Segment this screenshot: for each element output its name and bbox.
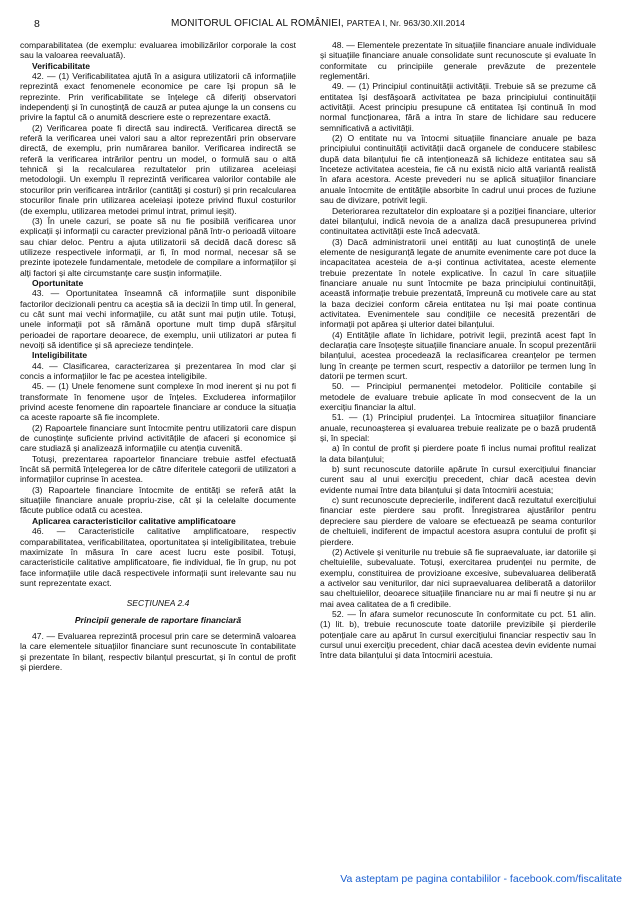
paragraph: (3) Rapoartele financiare întocmite de entități se referă atât la situațiile financiare anuale propriu-zise, cât și la celelalte documente făcute publice odată cu acestea. xyxy=(20,484,296,516)
paragraph: (3) Dacă administratorii unei entități au luat cunoștință de unele elemente de nesiguranță legate de anumite evenimente care pot duce la incapacitatea acesteia de a-și continua activitatea, aceste elemente trebuie prezentate în notele explicative. În cazul în care situațiile financiare anuale nu sunt întocmite pe baza principiului continuității, această informație trebuie prezentată, împreună cu motivele care au stat la baza deciziei conform căreia entitatea nu își mai poate continua activitatea. Evenimentele sau condițiile ce necesită prezentări de informații pot apărea și ulterior datei bilanțului. xyxy=(320,236,596,330)
left-column xyxy=(20,40,296,672)
publication-title-main: MONITORUL OFICIAL AL ROMÂNIEI, xyxy=(170,18,347,29)
section-number: SECȚIUNEA 2.4 xyxy=(126,598,190,609)
paragraph: (2) Activele și veniturile nu trebuie să fie supraevaluate, iar datoriile și cheltuielile, subevaluate. Totuși, exercitarea prudenței nu permite, de exemplu, constituirea de provizioane excesive, subevaluarea deliberată a activelor sau veniturilor, dar nici supraevaluarea deliberată a datoriilor sau cheltuielilor, deoarece situațiile financiare nu ar mai fi neutre și nu ar mai avea calitatea de a fi credibile. xyxy=(320,546,596,609)
footer-promo-link[interactable]: Va asteptam pe pagina contabililor - facebook.com/fiscalitate xyxy=(340,873,622,885)
paragraph: (3) În unele cazuri, se poate să nu fie posibilă verificarea unor explicații și informații cu caracter previzional până într-o perioadă viitoare sau chiar deloc. Pentru a ajuta utilizatorii să decidă dacă doresc să utilizeze respectivele informații, ar fi, în mod normal, necesar să se prezinte ipotezele fundamentale, metodele de compilare a informațiilor și alți factori și alte circumstanțe care susțin informațiile. xyxy=(20,215,296,278)
paragraph: (2) Rapoartele financiare sunt întocmite pentru utilizatorii care dispun de cunoștințe suficiente privind activitățile de afaceri și economice și care studiază și analizează informațiile cu atenția cuvenită. xyxy=(20,422,296,454)
paragraph: b) sunt recunoscute datoriile apărute în cursul exercițiului financiar curent sau al unui exercițiu precedent, chiar dacă acestea devin evidente numai între data bilanțului și data întocmirii acestuia; xyxy=(320,464,596,495)
paragraph: (2) O entitate nu va întocmi situațiile financiare anuale pe baza principiului continuității activității dacă organele de conducere stabilesc după data bilanțului fie că intenționează să lichideze entitatea sau să înceteze activitatea acesteia, fie că nu există nicio altă variantă realistă în afara acestora. Aceste prevederi nu se aplică situațiilor financiare anuale întocmite de entitățile absorbite în cadrul unui proces de fuziune sau de divizare, potrivit legii. xyxy=(320,133,596,206)
right-column xyxy=(320,40,596,661)
paragraph: Deteriorarea rezultatelor din exploatare și a poziției financiare, ulterior datei bilanțului, indică nevoia de a analiza dacă presupunerea privind continuitatea activității este încă adecvată. xyxy=(320,205,596,237)
paragraph: 52. — În afara sumelor recunoscute în conformitate cu pct. 51 alin. (1) lit. b), trebuie recunoscute toate datoriile previzibile și pierderile potențiale care au apărut în cursul exercițiului financiar respectiv sau în cursul unui exercițiu precedent, chiar dacă acestea devin evidente numai între data bilanțului și data întocmirii acestuia. xyxy=(320,608,596,661)
paragraph: 51. — (1) Principiul prudenței. La întocmirea situațiilor financiare anuale, recunoașterea și evaluarea trebuie realizate pe o bază prudentă și, în special: xyxy=(320,412,596,444)
paragraph: 43. — Oportunitatea înseamnă că informațiile sunt disponibile factorilor decizionali pentru ca aceștia să ia decizii în timp util. În general, cu cât sunt mai vechi informațiile, cu atât sunt mai puțin utile. Totuși, unele informații pot să rămână oportune mult timp după sfârșitul perioadei de raportare deoarece, de exemplu, unii utilizatori ar putea fi nevoiți să identifice și să aprecieze tendințele. xyxy=(20,288,296,350)
publication-title-issue: PARTEA I, Nr. 963/30.XII.2014 xyxy=(346,18,466,28)
paragraph: Totuși, prezentarea rapoartelor financiare trebuie astfel efectuată încât să permită înțelegerea lor de către diferitele categorii de utilizatori a informațiilor cuprinse în acestea. xyxy=(20,453,296,485)
paragraph: 48. — Elementele prezentate în situațiile financiare anuale individuale și situațiile financiare anuale consolidate sunt recunoscute și evaluate în conformitate cu principiile generale prevăzute de prezentele reglementări. xyxy=(320,40,596,82)
page-header xyxy=(20,18,616,32)
paragraph: 47. — Evaluarea reprezintă procesul prin care se determină valoarea la care elementele situațiilor financiare sunt recunoscute în contabilitate și prezentate în bilanț, respectiv bilanțul prescurtat, și în contul de profit și pierdere. xyxy=(20,630,296,672)
section-heading: Verificabilitate xyxy=(32,60,90,71)
publication-title xyxy=(20,18,616,29)
section-heading: Inteligibilitate xyxy=(32,350,88,361)
paragraph: (4) Entitățile aflate în lichidare, potrivit legii, prezintă acest fapt în declarația care însoțește situațiile financiare anuale. În scopul prezentării bilanțului, acestea procedează la reclasificarea creanțelor pe termen lung în creanțe pe termen scurt, respectiv a datoriilor pe termen lung în datorii pe termen scurt. xyxy=(320,329,596,381)
section-title: Principii generale de raportare financiară xyxy=(74,614,242,625)
paragraph: (2) Verificarea poate fi directă sau indirectă. Verificarea directă se referă la verificarea unei valori sau a altor reprezentări prin observare directă, de exemplu, prin numărarea banilor. Verificarea indirectă se referă la verificarea intrărilor pentru un model, o formulă sau o altă tehnică și la recalcularea rezultatelor prin utilizarea aceleiași metodologii. Un exemplu îl reprezintă verificarea valorilor contabile ale stocurilor prin verificarea intrărilor (cantități și costuri) și prin recalcularea stocurilor finale prin utilizarea aceleiași ipoteze privind fluxul costurilor (de exemplu, utilizarea metodei primul intrat, primul ieșit). xyxy=(20,122,296,216)
paragraph: a) în contul de profit și pierdere poate fi inclus numai profitul realizat la data bilanțului; xyxy=(320,443,596,464)
page-number: 8 xyxy=(34,18,40,30)
section-heading: Oportunitate xyxy=(32,277,84,288)
paragraph: comparabilitatea (de exemplu: evaluarea imobilizărilor corporale la cost sau la valoarea reevaluată). xyxy=(20,40,296,61)
paragraph: 44. — Clasificarea, caracterizarea și prezentarea în mod clar și concis a informațiilor le fac pe acestea inteligibile. xyxy=(20,360,296,381)
paragraph: 46. — Caracteristicile calitative amplificatoare, respectiv comparabilitatea, verificabilitatea, oportunitatea și inteligibilitatea, trebuie maximizate în măsura în care acest lucru este posibil. Totuși, caracteristicile calitative amplificatoare, fie individual, fie în grup, nu pot face informațiile utile dacă respectivele informații sunt irelevante sau nu sunt reprezentate exact. xyxy=(20,526,296,588)
paragraph: 49. — (1) Principiul continuității activității. Trebuie să se prezume că entitatea își desfășoară activitatea pe baza principiului continuității activității. Acest principiu presupune că entitatea își continuă în mod normal funcționarea, fără a intra în stare de lichidare sau reducere semnificativă a activității. xyxy=(320,81,596,133)
paragraph: 50. — Principiul permanenței metodelor. Politicile contabile și metodele de evaluare trebuie aplicate în mod consecvent de la un exercițiu financiar la altul. xyxy=(320,381,596,413)
paragraph: c) sunt recunoscute deprecierile, indiferent dacă rezultatul exercițiului financiar este pierdere sau profit. Înregistrarea ajustărilor pentru depreciere sau pierdere de valoare se efectuează pe seama conturilor de cheltuieli, indiferent de impactul acestora asupra contului de profit și pierdere. xyxy=(320,495,596,547)
paragraph: 45. — (1) Unele fenomene sunt complexe în mod inerent și nu pot fi transformate în fenomene ușor de înțeles. Excluderea informațiilor privind aceste fenomene din rapoartele financiare ar conduce la situația ca aceste rapoarte să fie incomplete. xyxy=(20,381,296,423)
paragraph: 42. — (1) Verificabilitatea ajută în a asigura utilizatorii că informațiile reprezintă exact fenomenele economice pe care își propun să le reprezinte. Prin verificabilitate se înțelege că diferiți observatori independenți și în cunoștință de cauză ar putea ajunge la un consens cu privire la faptul că o anumită descriere este o reprezentare exactă. xyxy=(20,71,296,123)
section-heading: Aplicarea caracteristicilor calitative amplificatoare xyxy=(32,515,236,526)
